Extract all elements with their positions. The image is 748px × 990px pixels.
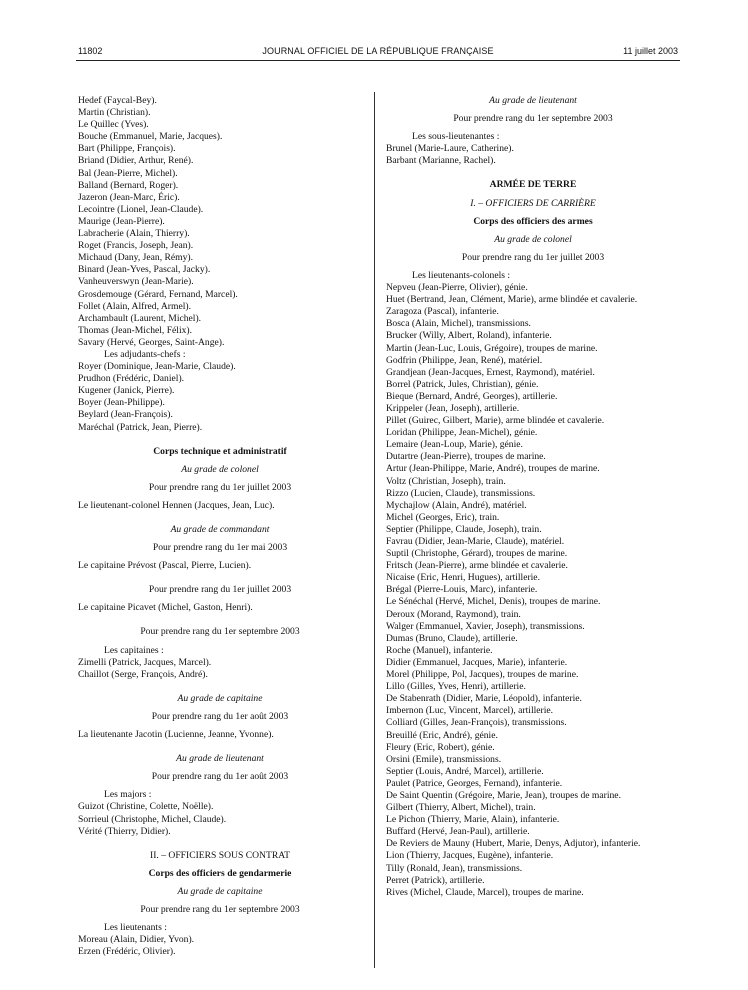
list-item: Archambault (Laurent, Michel).: [78, 312, 202, 324]
grade-heading: Au grade de colonel: [494, 233, 572, 245]
list-item: Huet (Bertrand, Jean, Clément, Marie), arme blindée et cavalerie.: [386, 294, 638, 306]
list-item: Boyer (Jean-Philippe).: [78, 397, 165, 409]
list-item: Imbernon (Luc, Vincent, Marcel), artillerie.: [386, 705, 554, 717]
list-item: De Reviers de Mauny (Hubert, Marie, Denys, Adjutor), infanterie.: [386, 838, 641, 850]
list-item: Colliard (Gilles, Jean-François), transmissions.: [386, 717, 567, 729]
grade-heading: Au grade de colonel: [181, 463, 259, 475]
list-item: Favrau (Didier, Jean-Marie, Claude), matériel.: [386, 536, 565, 547]
rank-date-line: Pour prendre rang du 1er juillet 2003: [461, 251, 605, 263]
list-item: Le lieutenant-colonel Hennen (Jacques, Jean, Luc).: [78, 499, 275, 511]
list-item: Orsini (Emile), transmissions.: [386, 753, 502, 765]
list-item: Barbant (Marianne, Rachel).: [386, 155, 496, 167]
list-item: Paulet (Patrice, Georges, Fernand), infanterie.: [386, 777, 563, 789]
rank-date-line: Pour prendre rang du 1er mai 2003: [152, 542, 288, 554]
list-item: Maréchal (Patrick, Jean, Pierre).: [78, 421, 203, 433]
list-item: Didier (Emmanuel, Jacques, Marie), infanterie.: [386, 656, 568, 668]
list-item: Voltz (Christian, Joseph), train.: [386, 475, 506, 487]
list-item: Savary (Hervé, Georges, Saint-Ange).: [78, 336, 225, 348]
list-item: Erzen (Frédéric, Olivier).: [78, 946, 176, 958]
list-item: Brucker (Willy, Albert, Roland), infanterie.: [386, 330, 552, 342]
section-heading: ARMÉE DE TERRE: [489, 179, 577, 191]
rank-group-label: Les sous-lieutenantes :: [412, 131, 500, 143]
list-item: Binard (Jean-Yves, Pascal, Jacky).: [78, 264, 211, 276]
list-item: Bieque (Bernard, André, Georges), artillerie.: [386, 390, 558, 402]
list-item: Fleury (Eric, Robert), génie.: [386, 741, 495, 753]
list-item: Borrel (Patrick, Jules, Christian), génie.: [386, 378, 539, 390]
list-item: Michaud (Dany, Jean, Rémy).: [78, 252, 194, 264]
list-item: Buffard (Hervé, Jean-Paul), artillerie.: [386, 826, 530, 838]
list-item: Maurige (Jean-Pierre).: [78, 215, 165, 227]
list-item: De Stabenrath (Didier, Marie, Léopold), infanterie.: [386, 693, 582, 705]
list-item: Le capitaine Prévost (Pascal, Pierre, Lucien).: [78, 560, 252, 572]
list-item: Grandjean (Jean-Jacques, Ernest, Raymond), matériel.: [386, 366, 595, 378]
list-item: Godfrin (Philippe, Jean, René), matériel.: [386, 354, 543, 366]
list-item: Bosca (Alain, Michel), transmissions.: [386, 318, 531, 330]
rank-group-label: Les majors :: [104, 789, 152, 801]
list-item: Perret (Patrick), artillerie.: [386, 874, 485, 886]
list-item: Vanheuverswyn (Jean-Marie).: [78, 276, 194, 288]
grade-heading: Au grade de capitaine: [177, 885, 263, 897]
list-item: Lion (Thierry, Jacques, Eugène), infanterie.: [386, 850, 554, 862]
rank-group-label: Les capitaines :: [104, 644, 164, 656]
list-item: Lemaire (Jean-Loup, Marie), génie.: [386, 439, 523, 451]
section-heading: Corps technique et administratif: [153, 445, 287, 457]
rank-date-line: Pour prendre rang du 1er août 2003: [151, 771, 289, 783]
list-item: De Saint Quentin (Grégoire, Marie, Jean), troupes de marine.: [386, 789, 621, 801]
section-heading: Corps des officiers de gendarmerie: [148, 867, 292, 879]
list-item: Morel (Philippe, Pol, Jacques), troupes de marine.: [386, 669, 579, 681]
list-item: Follet (Alain, Alfred, Armel).: [78, 300, 191, 312]
publication-date: 11 juillet 2003: [623, 46, 678, 56]
list-item: Nepveu (Jean-Pierre, Olivier), génie.: [386, 282, 528, 294]
list-item: Suptil (Christophe, Gérard), troupes de marine.: [386, 548, 568, 560]
journal-title: JOURNAL OFFICIEL DE LA RÉPUBLIQUE FRANÇAISE: [262, 46, 494, 56]
list-item: Bouche (Emmanuel, Marie, Jacques).: [78, 131, 223, 143]
list-item: Royer (Dominique, Jean-Marie, Claude).: [78, 361, 236, 373]
list-item: Thomas (Jean-Michel, Félix).: [78, 324, 193, 336]
list-item: Le Pichon (Thierry, Marie, Alain), infanterie.: [386, 814, 560, 826]
rank-date-line: Pour prendre rang du 1er juillet 2003: [148, 584, 292, 596]
grade-heading: I. – OFFICIERS DE CARRIÈRE: [470, 197, 596, 209]
list-item: Walger (Emmanuel, Xavier, Joseph), transmissions.: [386, 620, 585, 632]
grade-heading: Au grade de capitaine: [177, 692, 263, 704]
list-item: Le Sénéchal (Hervé, Michel, Denis), troupes de marine.: [386, 596, 601, 608]
list-item: Dumas (Bruno, Claude), artillerie.: [386, 632, 518, 644]
list-item: La lieutenante Jacotin (Lucienne, Jeanne, Yvonne).: [78, 729, 274, 741]
list-item: Prudhon (Frédéric, Daniel).: [78, 373, 185, 385]
page-number: 11802: [78, 46, 103, 56]
list-item: Beylard (Jean-François).: [78, 409, 173, 421]
list-item: Balland (Bernard, Roger).: [78, 179, 179, 191]
list-item: Brunel (Marie-Laure, Catherine).: [386, 143, 514, 155]
list-item: Kugener (Janick, Pierre).: [78, 385, 175, 397]
list-item: Tilly (Ronald, Jean), transmissions.: [386, 862, 523, 874]
list-item: Lillo (Gilles, Yves, Henri), artillerie.: [386, 681, 526, 693]
list-item: Zimelli (Patrick, Jacques, Marcel).: [78, 656, 212, 668]
list-item: Breuillé (Eric, André), génie.: [386, 729, 498, 741]
list-item: Fritsch (Jean-Pierre), arme blindée et cavalerie.: [386, 560, 568, 572]
rank-group-label: Les adjudants-chefs :: [104, 348, 186, 360]
list-item: Deroux (Morand, Raymond), train.: [386, 608, 521, 620]
list-item: Roche (Manuel), infanterie.: [386, 644, 493, 656]
list-item: Artur (Jean-Philippe, Marie, André), troupes de marine.: [386, 463, 600, 475]
grade-heading: Au grade de lieutenant: [176, 753, 264, 765]
list-item: Chaillot (Serge, François, André).: [78, 668, 208, 680]
list-item: Roget (Francis, Joseph, Jean).: [78, 240, 194, 252]
list-item: Rizzo (Lucien, Claude), transmissions.: [386, 487, 536, 499]
list-item: Guizot (Christine, Colette, Noëlle).: [78, 801, 214, 813]
list-item: Jazeron (Jean-Marc, Éric).: [78, 191, 180, 203]
list-item: Rives (Michel, Claude, Marcel), troupes de marine.: [386, 886, 584, 898]
rank-date-line: II. – OFFICIERS SOUS CONTRAT: [150, 849, 290, 861]
grade-heading: Au grade de commandant: [170, 524, 270, 535]
list-item: Krippeler (Jean, Joseph), artillerie.: [386, 402, 520, 414]
list-item: Hedef (Faycal-Bey).: [78, 95, 157, 106]
list-item: Grosdemouge (Gérard, Fernand, Marcel).: [78, 288, 238, 300]
list-item: Loridan (Philippe, Jean-Michel), génie.: [386, 427, 538, 439]
list-item: Brégal (Pierre-Louis, Marc), infanterie.: [386, 584, 538, 596]
section-heading: Corps des officiers des armes: [473, 215, 593, 227]
list-item: Moreau (Alain, Didier, Yvon).: [78, 934, 195, 946]
left-column: [78, 95, 362, 958]
column-divider: [374, 92, 375, 968]
list-item: Dutartre (Jean-Pierre), troupes de marine.: [386, 451, 546, 463]
header-rule: [76, 60, 680, 61]
page-header: [78, 46, 678, 60]
list-item: Gilbert (Thierry, Albert, Michel), train.: [386, 802, 536, 814]
list-item: Lecointre (Lionel, Jean-Claude).: [78, 203, 204, 215]
rank-date-line: Pour prendre rang du 1er septembre 2003: [140, 903, 300, 915]
list-item: Le Quillec (Yves).: [78, 119, 149, 131]
rank-date-line: Pour prendre rang du 1er juillet 2003: [148, 481, 292, 493]
rank-group-label: Les lieutenants :: [104, 922, 167, 934]
list-item: Mychajlow (Alain, André), matériel.: [386, 499, 527, 511]
list-item: Bal (Jean-Pierre, Michel).: [78, 167, 178, 179]
list-item: Martin (Jean-Luc, Louis, Grégoire), troupes de marine.: [386, 342, 598, 354]
list-item: Bart (Philippe, François).: [78, 143, 176, 155]
list-item: Martin (Christian).: [78, 107, 151, 119]
grade-heading: Au grade de lieutenant: [489, 95, 577, 106]
rank-group-label: Les lieutenants-colonels :: [412, 269, 511, 281]
list-item: Vérité (Thierry, Didier).: [78, 825, 171, 837]
rank-date-line: Pour prendre rang du 1er septembre 2003: [140, 626, 300, 638]
list-item: Septier (Philippe, Claude, Joseph), train.: [386, 523, 542, 535]
list-item: Pillet (Guirec, Gilbert, Marie), arme blindée et cavalerie.: [386, 415, 605, 427]
list-item: Nicaise (Eric, Henri, Hugues), artillerie.: [386, 572, 540, 584]
rank-date-line: Pour prendre rang du 1er août 2003: [151, 710, 289, 722]
right-column: [386, 95, 680, 899]
list-item: Zaragoza (Pascal), infanterie.: [386, 306, 499, 318]
list-item: Labracherie (Alain, Thierry).: [78, 228, 190, 240]
list-item: Michel (Georges, Eric), train.: [386, 511, 500, 523]
list-item: Le capitaine Picavet (Michel, Gaston, Henri).: [78, 602, 253, 614]
list-item: Septier (Louis, André, Marcel), artillerie.: [386, 765, 544, 777]
rank-date-line: Pour prendre rang du 1er septembre 2003: [453, 113, 613, 125]
list-item: Briand (Didier, Arthur, René).: [78, 155, 194, 167]
list-item: Sorrieul (Christophe, Michel, Claude).: [78, 813, 227, 825]
